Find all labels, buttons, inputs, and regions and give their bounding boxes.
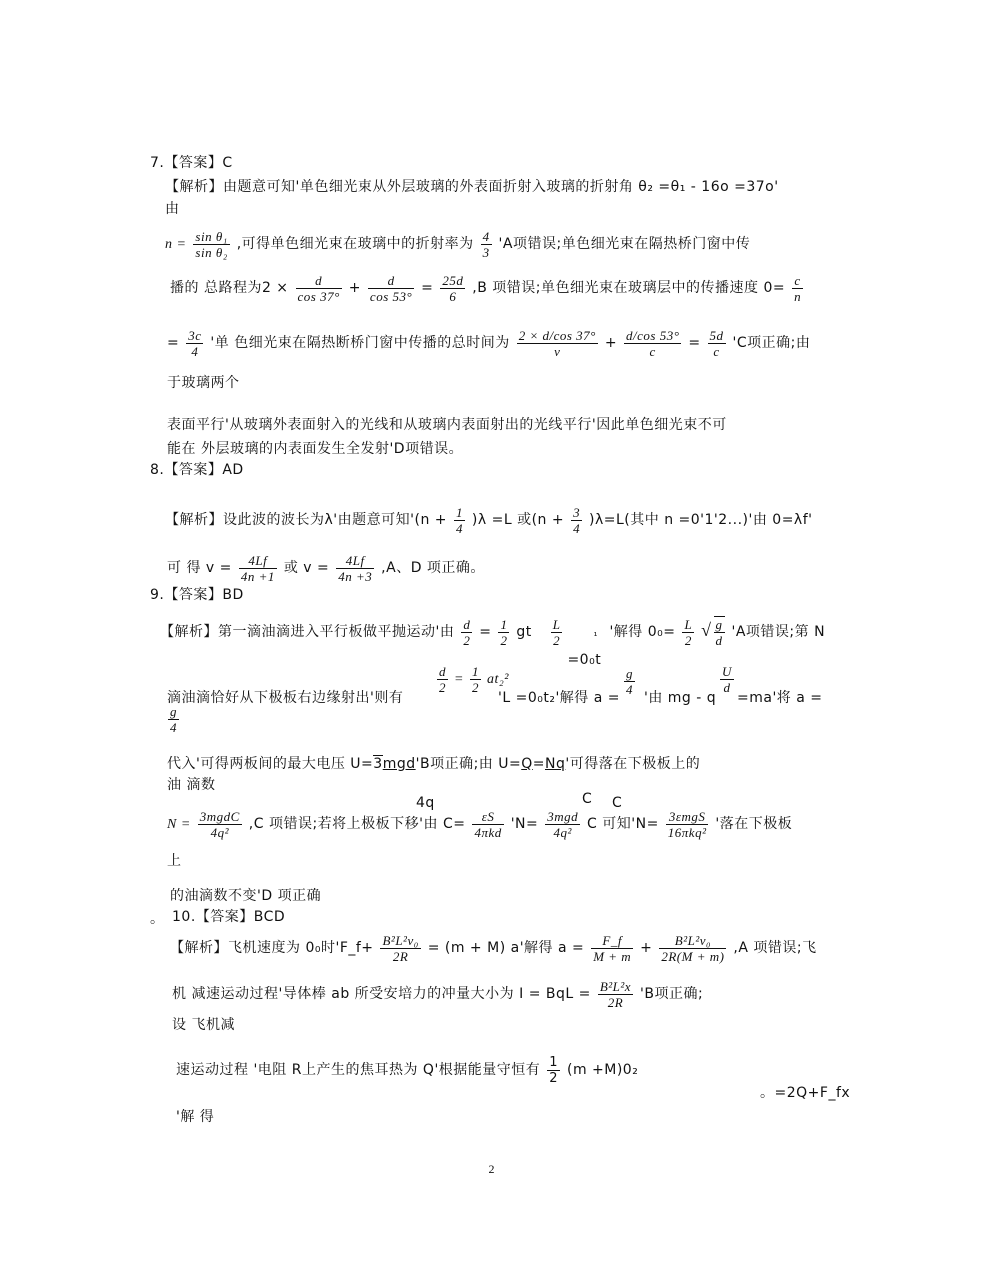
q9-4q: 4q	[416, 795, 435, 811]
q7-line4: = $\frac{3c}{4}$ '单 色细光束在隔热断桥门窗中传播的总时间为 $\frac{2 \times d/\cos 37^\circ}{v}$ + $\frac{d/\cos 53^\circ}{c}$ = $\frac{5d}{c}$ 'C项正确;由	[167, 327, 811, 359]
q9-frac-d2: $\frac{d}{2}$ = $\frac{1}{2}$ at₂²	[439, 664, 509, 696]
q9-line7: 的油滴数不变'D 项正确	[170, 888, 322, 904]
q9-dot: 。	[150, 911, 165, 927]
q8-line2: 可 得 v = $\frac{4Lf}{4n +1}$ 或 v = $\frac{4Lf}{4n +3}$ ,A、D 项正确。	[167, 552, 485, 584]
q9-line2c: '由 mg - q	[644, 690, 717, 706]
q8-line1: 【解析】设此波的波长为λ'由题意可知'(n + $\frac{1}{4}$ )λ =L 或(n + $\frac{3}{4}$ )λ=L(其中 n =0'1'2...)'由 0=λf'	[165, 504, 813, 536]
q9-line1: 【解析】第一滴油滴进入平行板做平抛运动'由 $\frac{d}{2}$ = $\frac{1}{2}$ gt $\frac{L}{2}$ ₁ =0₀t '解得 0₀= $\frac{L}{2}$ √ $\frac{g}{d}$ 'A项错误;第 N	[160, 616, 826, 668]
q10-line1: 【解析】飞机速度为 0₀时'F_f+ $\frac{\text{B²L²v₀}}{2R}$ = (m + M) a'解得 a = $\frac{F\_f}{M + m}$ + $\frac{\text{B²L²v₀}}{2R(M + m)}$ ,A 项错误;飞	[170, 932, 817, 964]
q9-line6: 上	[167, 853, 182, 869]
q7-analysis-line1: 【解析】由题意可知'单色细光束从外层玻璃的外表面折射入玻璃的折射角 θ₂ =θ₁ - 16o =37o'	[165, 179, 779, 195]
page-number: 2	[488, 1162, 495, 1176]
q9-line2d: =ma'将 a =	[737, 690, 823, 706]
q7-answer: 7.【答案】C	[150, 155, 233, 171]
q7-analysis-line1b: 由	[165, 201, 180, 217]
fraction-sin: $\frac{\text{sin θ₁}}{\text{sin θ₂}}$	[195, 228, 228, 260]
q10-line3: 设 飞机减	[172, 1017, 235, 1033]
q8-answer: 8.【答案】AD	[150, 462, 244, 478]
q9-answer: 9.【答案】BD	[150, 587, 244, 603]
q9-line2b: 'L =0₀t₂'解得 a =	[498, 690, 621, 706]
q9-C2: C	[612, 795, 623, 811]
q9-line4: 油 滴数	[167, 777, 216, 793]
n-label: n =	[165, 237, 187, 252]
q9-g4-small: $\frac{g}{4}$	[170, 704, 177, 735]
q9-g-over-4: $\frac{g}{4}$	[626, 666, 633, 698]
q9-U-over-d: $\frac{U}{d}$	[722, 664, 732, 696]
q7-line3: 播的 总路程为2 × $\frac{d}{\cos 37^\circ}$ + $\frac{d}{\cos 53^\circ}$ = $\frac{25d}{6}$ ,B 项错误;单色细光束在玻璃层中的传播速度 0= $\frac{c}{n}$	[170, 272, 802, 304]
q10-line4: 速运动过程 '电阻 R上产生的焦耳热为 Q'根据能量守恒有 $\frac{1}{2}$ (m +M)0₂	[176, 1054, 639, 1086]
q7-line7: 能在 外层玻璃的内表面发生全发射'D项错误。	[167, 441, 464, 457]
q10-line2: 机 减速运动过程'导体棒 ab 所受安培力的冲量大小为 I = BqL = $\frac{\text{B²L²x}}{2R}$ 'B项正确;	[172, 978, 704, 1010]
q9-line3: 代入'可得两板间的最大电压 U=3mgd'B项正确;由 U=Q=Nq'可得落在下极板上的	[167, 756, 701, 772]
q7-line5: 于玻璃两个	[167, 375, 240, 391]
q7-line6: 表面平行'从玻璃外表面射入的光线和从玻璃内表面射出的光线平行'因此单色细光束不可	[167, 417, 727, 433]
q7-line2: n = $\frac{\text{sin θ₁}}{\text{sin θ₂}}$ ,可得单色细光束在玻璃中的折射率为 $\frac{4}{3}$ 'A项错误;单色细光束在隔热桥门窗中传	[165, 228, 751, 260]
q9-C1: C	[582, 791, 593, 807]
q9-line5: N = $\frac{\text{3mgdC}}{\text{4q²}}$ ,C 项错误;若将上极板下移'由 C= $\frac{\varepsilon S}{\text{4πkd}}$ 'N= $\frac{\text{3mgd}}{\text{4q²}}$ C 可知'N= $\frac{\text{3εmgS}}{\text{16πkq²}}$ '落在下极板	[167, 808, 793, 840]
q10-line5: '解 得	[176, 1109, 215, 1125]
q9-line2a: 滴油滴恰好从下极板右边缘射出'则有	[167, 690, 404, 706]
fraction-4-3: $\frac{4}{3}$	[482, 228, 490, 260]
q10-line4c: 。=2Q+F_fx	[760, 1085, 851, 1101]
q10-answer: 10.【答案】BCD	[172, 909, 286, 925]
